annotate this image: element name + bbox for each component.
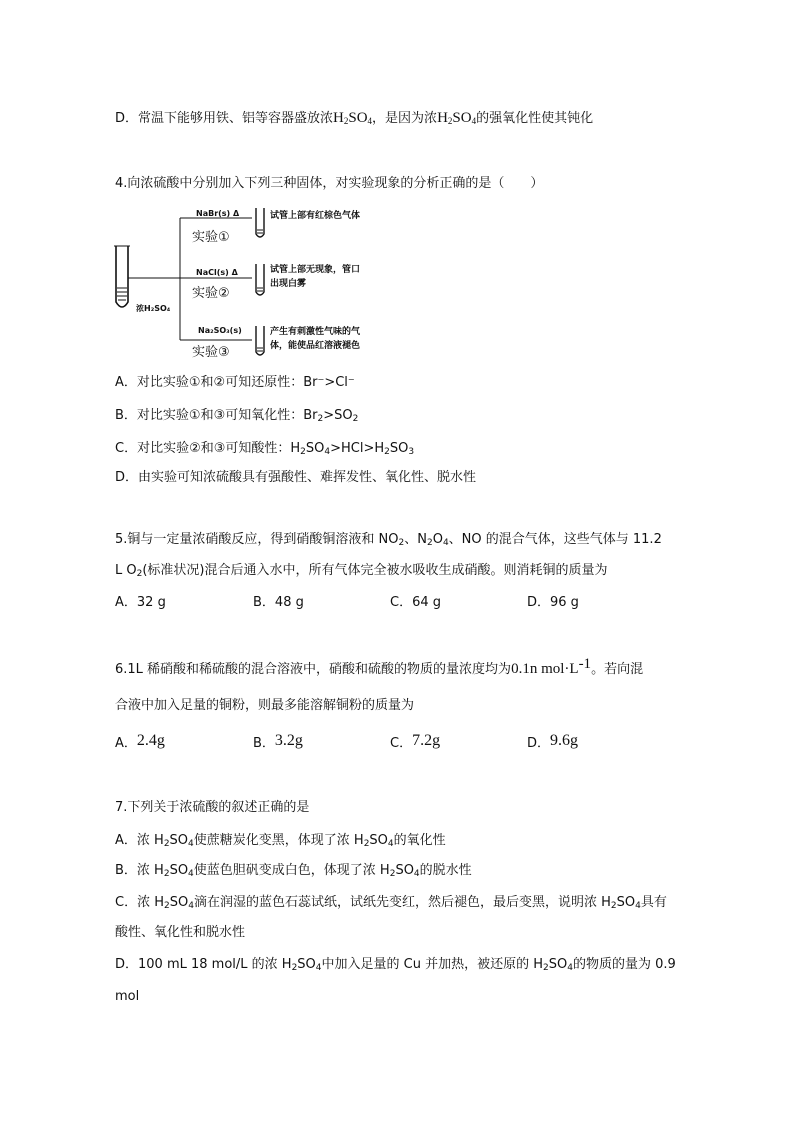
q6-line1: 6.1L 稀硝酸和稀硫酸的混合溶液中，硝酸和硫酸的物质的量浓度均为0.1n $mol\cdot L^{-1}$。若向混 xyxy=(115,656,644,677)
q6-option-d: D．9.6g xyxy=(527,732,579,751)
diagram-lines xyxy=(112,202,412,367)
acid-test-tube-icon xyxy=(114,246,130,307)
q5-line1: 5.铜与一定量浓硝酸反应，得到硝酸铜溶液和 $NO_2$、$N_2O_4$、NO 的混合气体，这些气体与 11.2 xyxy=(115,532,662,548)
reagent-1: NaBr(s) Δ xyxy=(196,209,240,218)
test-tube-1-icon xyxy=(256,208,264,237)
test-tube-3-icon xyxy=(256,326,264,355)
q4-option-c: C．对比实验②和③可知酸性：$H_2SO_4>HCl>H_2SO_3$ xyxy=(115,441,415,457)
q6-concentration-exp: -1 xyxy=(578,656,592,672)
experiment-2-label: 实验② xyxy=(192,286,230,301)
q3-d-text-end: 的强氧化性使其钝化 xyxy=(476,111,594,126)
q5-option-d: D．96 g xyxy=(527,595,579,610)
observation-3-line2: 体，能使品红溶液褪色 xyxy=(270,341,361,351)
q4-option-b: B．对比实验①和③可知氧化性：$Br_2>SO_2$ xyxy=(115,408,359,424)
q7-stem: 7.下列关于浓硫酸的叙述正确的是 xyxy=(115,800,310,815)
q7-option-a: A．浓 $H_2SO_4$使蔗糖炭化变黑，体现了浓 $H_2SO_4$的氧化性 xyxy=(115,833,446,849)
q4-stem: 4.向浓硫酸中分别加入下列三种固体，对实验现象的分析正确的是（ ） xyxy=(115,176,544,191)
q6-line2: 合液中加入足量的铜粉，则最多能溶解铜粉的质量为 xyxy=(115,698,415,713)
q5-option-b: B．48 g xyxy=(253,595,304,610)
q5-option-a: A．32 g xyxy=(115,595,166,610)
q3-d-text-mid: ，是因为浓 xyxy=(372,111,438,126)
acid-label: 浓H₂SO₄ xyxy=(136,304,171,313)
observation-3-line1: 产生有刺激性气味的气 xyxy=(270,327,361,337)
formula-h2so4: $H_2SO_4$ xyxy=(437,110,477,126)
q6-option-b: B．3.2g xyxy=(253,732,303,751)
reagent-2: NaCl(s) Δ xyxy=(196,268,238,277)
q3-option-d xyxy=(115,110,593,127)
test-tube-2-icon xyxy=(256,264,264,295)
q7-option-c: C．浓 $H_2SO_4$滴在润湿的蓝色石蕊试纸，试纸先变红，然后褪色，最后变黑，说明浓 $H_2SO_4$具有 xyxy=(115,895,667,911)
q7-option-c-line2: 酸性、氧化性和脱水性 xyxy=(115,925,246,940)
q5-option-c: C．64 g xyxy=(390,595,442,610)
q7-option-d: D．100 mL 18 mol/L 的浓 $H_2SO_4$中加入足量的 Cu 并加热，被还原的 $H_2SO_4$的物质的量为 0.9 xyxy=(115,957,676,973)
q6-option-c: C．7.2g xyxy=(390,732,441,751)
q5-line2: L $O_2$(标准状况)混合后通入水中，所有气体完全被水吸收生成硝酸。则消耗铜的质量为 xyxy=(115,563,608,579)
q7-option-d-line2: mol xyxy=(115,989,140,1004)
observation-2-line2: 出现白雾 xyxy=(270,279,307,289)
experiment-1-label: 实验① xyxy=(192,230,230,245)
q7-option-b: B．浓 $H_2SO_4$使蓝色胆矾变成白色，体现了浓 $H_2SO_4$的脱水性 xyxy=(115,863,472,879)
q4-option-a: A．对比实验①和②可知还原性：Br⁻>Cl⁻ xyxy=(115,375,355,390)
formula-h2so4: $H_2SO_4$ xyxy=(333,110,373,126)
experiment-3-label: 实验③ xyxy=(192,345,230,360)
q4-option-d: D．由实验可知浓硫酸具有强酸性、难挥发性、氧化性、脱水性 xyxy=(115,470,477,485)
experiment-diagram xyxy=(112,202,412,367)
q6-concentration: 0.1n mol·L xyxy=(511,661,579,677)
reagent-3: Na₂SO₃(s) xyxy=(198,326,242,335)
q6-option-a: A．2.4g xyxy=(115,732,165,751)
q3-d-text: D．常温下能够用铁、铝等容器盛放浓 xyxy=(115,111,334,126)
observation-1: 试管上部有红棕色气体 xyxy=(270,211,361,221)
observation-2-line1: 试管上部无现象，管口 xyxy=(270,265,361,275)
